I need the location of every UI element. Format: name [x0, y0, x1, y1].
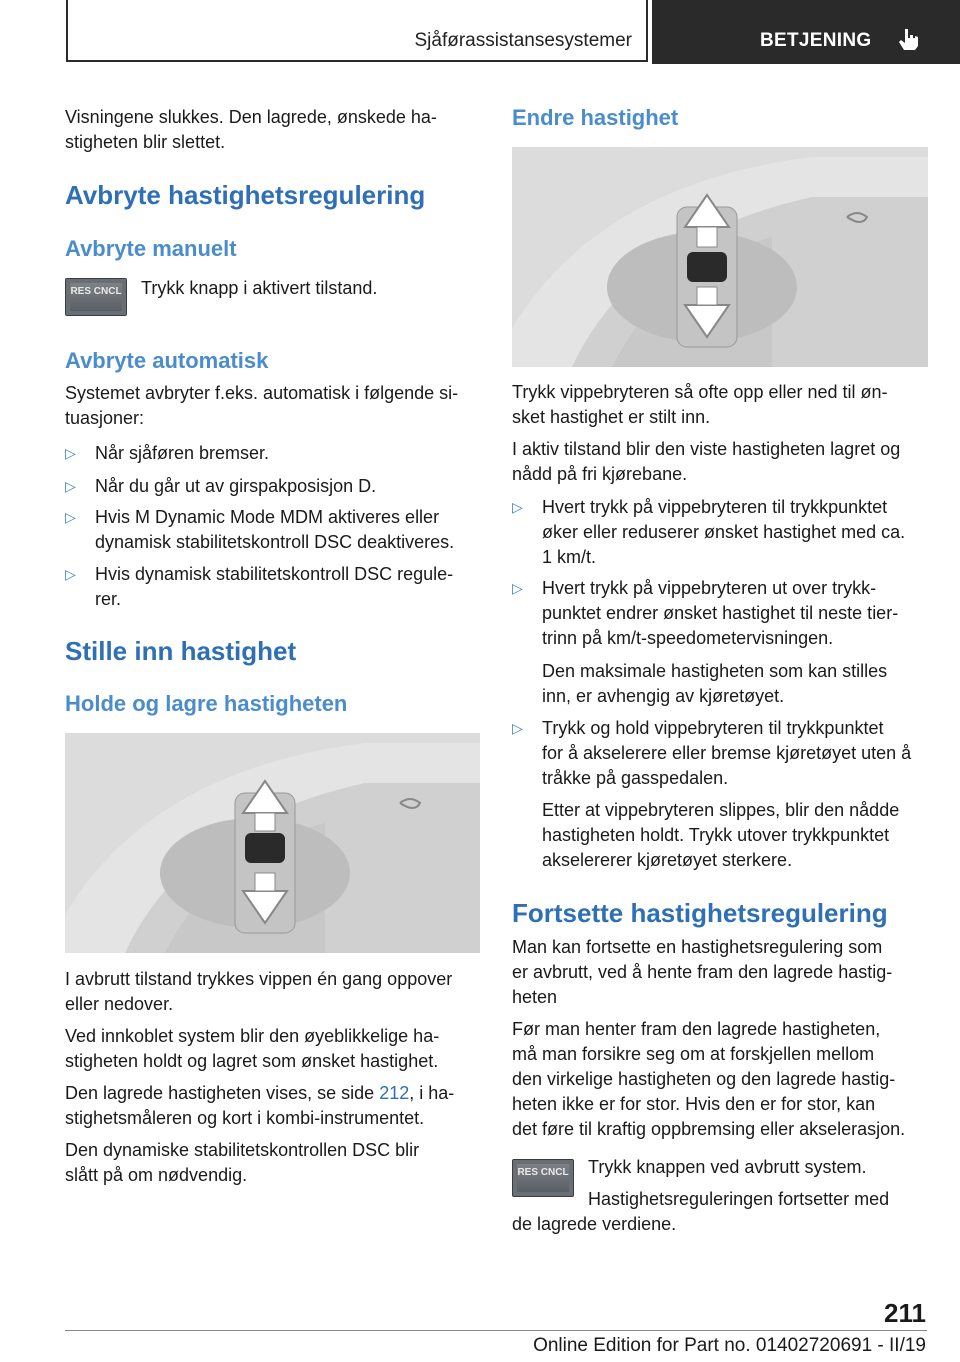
- auto-text-2: tuasjoner:: [65, 408, 145, 428]
- intro-line-2: stigheten blir slettet.: [65, 132, 226, 152]
- resume-p1-2: er avbrutt, ved å hente fram den lagrede hastig-: [512, 962, 893, 982]
- hold-p2-1: Ved innkoblet system blir den øyeblikkelige ha-: [65, 1026, 440, 1046]
- triangle-bullet-icon: ▷: [512, 580, 523, 596]
- change-p1-1: Trykk vippebryteren så ofte opp eller ned til øn-: [512, 382, 888, 402]
- hold-p2-2: stigheten holdt og lagret som ønsket hastighet.: [65, 1051, 439, 1071]
- change-p1-2: sket hastighet er stilt inn.: [512, 407, 711, 427]
- header-chapter-title: BETJENING: [760, 30, 872, 51]
- hand-pointer-icon: [896, 26, 922, 52]
- change-p2-1: I aktiv tilstand blir den viste hastigheten lagret og: [512, 439, 901, 459]
- list-item-note: akselererer kjøretøyet sterkere.: [542, 850, 793, 870]
- list-item-continuation: øker eller reduserer ønsket hastighet med ca.: [542, 522, 906, 542]
- header-section-box: [66, 0, 648, 62]
- edition-text: Online Edition for Part no. 01402720691 - II/19: [533, 1335, 926, 1356]
- resume-p2-2: må man forsikre seg om at forskjellen mellom: [512, 1044, 875, 1064]
- page-number: 211: [884, 1298, 926, 1328]
- resume-p2-1: Før man henter fram den lagrede hastigheten,: [512, 1019, 881, 1039]
- triangle-bullet-icon: ▷: [512, 499, 523, 515]
- list-item-continuation: tråkke på gasspedalen.: [542, 768, 729, 788]
- heading-cancel-auto: Avbryte automatisk: [65, 348, 269, 373]
- page-link[interactable]: 212: [379, 1083, 410, 1103]
- triangle-bullet-icon: ▷: [512, 720, 523, 736]
- hold-p1-1: I avbrutt tilstand trykkes vippen én gang oppover: [65, 969, 453, 989]
- resume-p2-3: den virkelige hastigheten og den lagrede hastig-: [512, 1069, 896, 1089]
- hold-p4-2: slått på om nødvendig.: [65, 1165, 248, 1185]
- header-section-title: Sjåførassistansesystemer: [414, 30, 632, 51]
- auto-text-1: Systemet avbryter f.eks. automatisk i følgende si-: [65, 383, 459, 403]
- header-chapter-box: [652, 0, 960, 64]
- hold-p4-1: Den dynamiske stabilitetskontrollen DSC blir: [65, 1140, 420, 1160]
- heading-cancel-cruise: Avbryte hastighetsregulering: [65, 180, 426, 210]
- res-cncl-label: RES CNCL: [517, 1164, 569, 1192]
- list-item-continuation: for å akselerere eller bremse kjøretøyet uten å: [542, 743, 912, 763]
- heading-set-speed: Stille inn hastighet: [65, 636, 297, 666]
- res-cncl-label: RES CNCL: [70, 283, 122, 311]
- resume-btn-text-2: Hastighetsreguleringen fortsetter med: [588, 1189, 890, 1209]
- steering-wheel-figure-1: [65, 733, 480, 953]
- list-item-continuation: 1 km/t.: [542, 547, 597, 567]
- hold-p3-2: stighetsmåleren og kort i kombi-instrumentet.: [65, 1108, 425, 1128]
- heading-change-speed: Endre hastighet: [512, 105, 679, 130]
- resume-p1-3: heten: [512, 987, 558, 1007]
- manual-text: Trykk knapp i aktivert tilstand.: [141, 278, 378, 298]
- list-item-note: Etter at vippebryteren slippes, blir den nådde: [542, 800, 900, 820]
- list-item-note: Den maksimale hastigheten som kan stilles: [542, 661, 888, 681]
- triangle-bullet-icon: ▷: [65, 445, 76, 461]
- res-cncl-button-image: [512, 1159, 574, 1197]
- list-item-note: hastigheten holdt. Trykk utover trykkpunktet: [542, 825, 890, 845]
- resume-btn-text-1: Trykk knappen ved avbrutt system.: [588, 1157, 867, 1177]
- heading-cancel-manual: Avbryte manuelt: [65, 236, 237, 261]
- heading-resume-cruise: Fortsette hastighetsregulering: [512, 898, 888, 928]
- triangle-bullet-icon: ▷: [65, 566, 76, 582]
- heading-hold-speed: Holde og lagre hastigheten: [65, 691, 348, 716]
- resume-p2-5: det føre til kraftig oppbremsing eller akselerasjon.: [512, 1119, 906, 1139]
- list-item-continuation: dynamisk stabilitetskontroll DSC deaktiveres.: [95, 532, 455, 552]
- triangle-bullet-icon: ▷: [65, 509, 76, 525]
- res-cncl-button-image: [65, 278, 127, 316]
- hold-p1-2: eller nedover.: [65, 994, 174, 1014]
- steering-wheel-switch-illustration: [65, 733, 480, 953]
- steering-wheel-figure-2: [512, 147, 928, 367]
- hold-p3-1: Den lagrede hastigheten vises, se side 212, i ha-: [65, 1083, 455, 1103]
- change-p2-2: nådd på fri kjørebane.: [512, 464, 688, 484]
- footer-divider: [65, 1330, 927, 1331]
- resume-p1-1: Man kan fortsette en hastighetsregulering som: [512, 937, 883, 957]
- steering-wheel-switch-illustration: [512, 147, 928, 367]
- resume-p2-4: heten ikke er for stor. Hvis den er for stor, kan: [512, 1094, 876, 1114]
- list-item-continuation: trinn på km/t-speedometervisningen.: [542, 628, 834, 648]
- list-item-continuation: punktet endrer ønsket hastighet til neste tier-: [542, 603, 899, 623]
- resume-btn-text-3: de lagrede verdiene.: [512, 1214, 677, 1234]
- intro-line-1: Visningene slukkes. Den lagrede, ønskede ha-: [65, 107, 437, 127]
- list-item-note: inn, er avhengig av kjøretøyet.: [542, 686, 785, 706]
- triangle-bullet-icon: ▷: [65, 478, 76, 494]
- list-item-continuation: rer.: [95, 589, 122, 609]
